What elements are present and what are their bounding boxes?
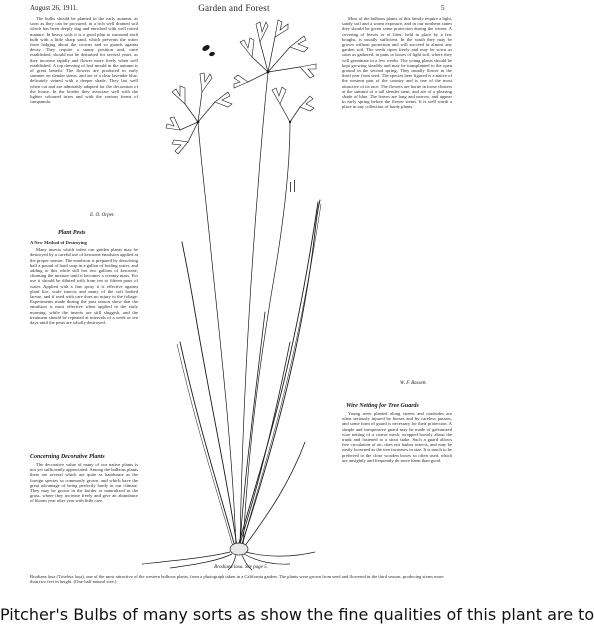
article-signature: E. O. Orpet. — [90, 213, 115, 218]
article-signature: W. F. Bassett. — [400, 381, 427, 386]
article-text: Many insects which infest our garden plants may be destroyed by a careful use of kerosene emulsion applied at the proper season. The emulsion is prepared by dissolving half a pound of hard soap in a gallon of boiling water, and adding to this while still hot two gallons of kerosene, churning the mixture until it becomes a creamy mass. For use it should be diluted with from ten to fifteen parts of water. Applied with a fine spray it is effective against plant lice, scale insects and many of the soft bodied larvae, and if used with care does no injury to the foliage. Experiments made during the past season show that the emulsion is most effective when applied in the early morning, while the insects are still sluggish, and the treatment should be repeated at intervals of a week or ten days until the pests are wholly destroyed. — [30, 247, 138, 326]
pests-subheading: A New Method of Destroying — [30, 240, 87, 245]
left-column-article — [30, 16, 138, 216]
article-text: Most of the bulbous plants of this family require a light, sandy soil and a warm exposure, and in our northern states they should be given some protection during the winter. A covering of leaves or of litter, held in place by a few boughs, is usually sufficient. In the south they may be grown without protection and will succeed in almost any garden soil. The seeds ripen freely and may be sown as soon as gathered, in pans or boxes of light soil, where they will germinate in a few weeks. The young plants should be kept growing steadily and may be transplanted to the open ground in the second spring. They usually flower in the third year from seed. The species here figured is a native of the western part of the country and is one of the most attractive of its race. The flowers are borne in loose clusters at the summit of a tall slender stem, and are of a pleasing shade of blue. The leaves are long and narrow, and appear in early spring before the flower stems. It is well worth a place in any collection of hardy plants. — [342, 16, 452, 110]
header-page-number: 5 — [441, 4, 445, 12]
header-date: August 26, 1911. — [30, 4, 78, 12]
right-column-article — [342, 16, 452, 376]
article-text: The decorative value of many of our native plants is not yet sufficiently appreciated. Among the bulbous plants there are several which are quite as handsome as the foreign species so commonly grown, and which have the great advantage of being perfectly hardy in our climate. They may be grown in the border or naturalized in the grass, where they increase freely and give an abundance of bloom year after year with little care. — [30, 462, 138, 504]
section-heading-plants: Concerning Decorative Plants — [30, 454, 105, 460]
plant-illustration — [140, 12, 345, 572]
section-heading-pests: Plant Pests — [58, 230, 86, 236]
illustration-caption: Brodiaea laxa. See page 5. — [214, 565, 268, 570]
next-page-text: Pitcher's Bulbs of many sorts as show the fine qualities of this plant are to — [0, 605, 594, 624]
article-text: The bulbs should be planted in the early autumn, as soon as they can be procured, in a rich well drained soil which has been deeply dug and enriched with well rotted manure. In heavy soils it is a good plan to surround each bulb with a little sharp sand, which prevents the water from lodging about the crowns and so guards against decay. They require a sunny position and, once established, should not be disturbed for several years, as they increase rapidly and flower more freely when well established. A top dressing of leaf mould in the autumn is of great benefit. The flowers are produced in early summer on slender stems, and are of a clear lavender blue, delicately veined with a deeper shade. They last well when cut and are admirably adapted for the decoration of the house. In the border they associate well with the lighter coloured irises and with the various forms of campanula. — [30, 16, 138, 105]
next-page-strip — [0, 604, 594, 624]
tree-guards-article — [342, 411, 452, 561]
section-heading-tree-guards: Wire Netting for Tree Guards — [346, 403, 419, 409]
figure-footnote: Brodiaea laxa (Triteleia laxa), one of the most attractive of the western bulbous plants, from a photograph taken in a California garden. The plants were grown from seed and flowered in the third season, producing stems more than two feet in height. (One-half natural size.) — [30, 574, 444, 585]
pests-column-article — [30, 240, 138, 445]
plants-column-article — [30, 462, 138, 560]
header-title: Garden and Forest — [198, 3, 270, 13]
article-text: Young trees planted along streets and roadsides are often seriously injured by horses and by careless passers, and some form of guard is necessary for their protection. A simple and inexpensive guard may be made of galvanized wire netting of a coarse mesh, wrapped loosely about the trunk and fastened to a stout stake. Such a guard allows free circulation of air, does not harbor insects, and may be easily loosened as the tree increases in size. It is much to be preferred to the close wooden boxes so often used, which are unsightly and frequently do more harm than good. — [342, 411, 452, 463]
